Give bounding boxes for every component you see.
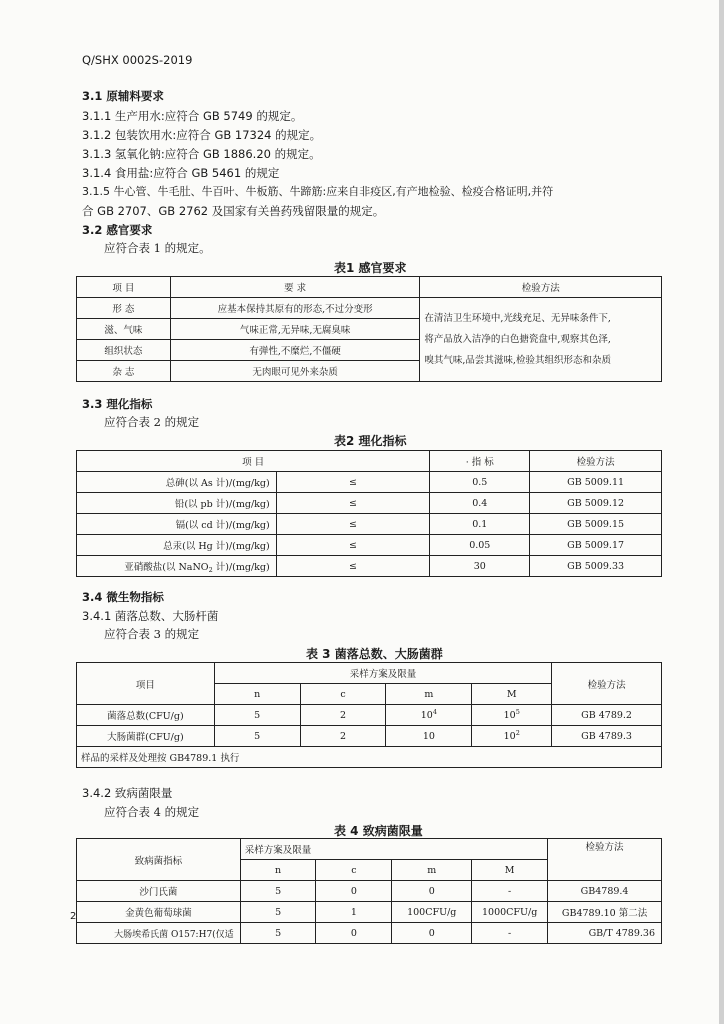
table-1-cell-item: 形 态 [77,298,171,319]
table-4-header-item: 致病菌指标 [77,839,241,881]
table-2-cell-symbol: ≤ [276,514,430,535]
table-3-header-method: 检验方法 [552,663,662,705]
method-line: 嗅其气味,品尝其滋味,检验其组织形态和杂质 [424,355,611,366]
page-number: 2 [70,911,77,922]
table-4-cell-c: 0 [316,881,392,902]
nitrite-subscript: 2 [208,566,213,574]
table-3-col-M: M [472,684,552,705]
table-1-cell-requirement: 有弹性,不糜烂,不僵硬 [170,340,420,361]
table-3-cell-n: 5 [214,705,300,726]
value-base: 10 [420,709,433,721]
scan-edge [719,0,724,1024]
table-4-cell-n: 5 [240,923,316,944]
table-1-cell-item: 组织状态 [77,340,171,361]
table-2-caption: 表2 理化指标 [334,434,407,448]
table-2-cell-value: 0.4 [430,493,530,514]
table-4-col-c: c [316,860,392,881]
table-3-cell-m [386,705,472,726]
table-3-cell-c: 2 [300,726,386,747]
section-3-4-2-intro: 应符合表 4 的规定 [104,805,200,819]
table-3-microbial [76,662,662,768]
section-3-2-intro: 应符合表 1 的规定。 [104,241,211,255]
table-3-header-plan: 采样方案及限量 [214,663,551,684]
table-1-cell-method [420,298,662,382]
table-3-col-m: m [386,684,472,705]
table-3-header-item: 项目 [77,663,215,705]
table-4-pathogens [76,838,662,944]
document-code: Q/SHX 0002S-2019 [82,53,193,67]
table-4-cell-method: GB4789.10 第二法 [548,902,662,923]
table-2-cell-value: 30 [430,556,530,577]
clause-3-1-1: 3.1.1 生产用水:应符合 GB 5749 的规定。 [82,109,303,123]
table-4-cell-c: 0 [316,923,392,944]
table-4-cell-m: 0 [392,881,472,902]
table-3-col-c: c [300,684,386,705]
value-exponent: 2 [515,728,520,737]
table-3-col-n: n [214,684,300,705]
table-4-col-n: n [240,860,316,881]
table-2-cell-method: GB 5009.15 [530,514,662,535]
table-1-cell-requirement: 气味正常,无异味,无腐臭味 [170,319,420,340]
table-3-cell-m [386,726,472,747]
table-4-cell-M: - [472,881,548,902]
clause-3-1-3: 3.1.3 氢氧化钠:应符合 GB 1886.20 的规定。 [82,147,321,161]
table-4-header-plan: 采样方案及限量 [240,839,547,860]
table-4-cell-m: 0 [392,923,472,944]
table-4-cell-n: 5 [240,902,316,923]
table-2-cell-symbol: ≤ [276,556,430,577]
table-1-header-method: 检验方法 [420,277,662,298]
table-4-cell-item: 金黄色葡萄球菌 [77,902,241,923]
table-3-cell-M [472,705,552,726]
table-2-cell-item [77,556,277,577]
table-3-cell-M [472,726,552,747]
table-3-cell-method: GB 4789.3 [552,726,662,747]
table-3-cell-method: GB 4789.2 [552,705,662,726]
table-3-cell-n: 5 [214,726,300,747]
section-3-3-title: 3.3 理化指标 [82,397,153,411]
table-1-header-item: 项 目 [77,277,171,298]
table-2-cell-method: GB 5009.17 [530,535,662,556]
table-2-cell-value: 0.5 [430,472,530,493]
section-3-4-1-intro: 应符合表 3 的规定 [104,627,200,641]
table-4-caption: 表 4 致病菌限量 [334,824,423,838]
clause-3-1-4: 3.1.4 食用盐:应符合 GB 5461 的规定 [82,166,280,180]
table-4-cell-method: GB4789.4 [548,881,662,902]
value-base: 10 [503,730,516,742]
table-2-cell-method: GB 5009.11 [530,472,662,493]
table-4-cell-n: 5 [240,881,316,902]
table-3-cell-item: 菌落总数(CFU/g) [77,705,215,726]
table-3-note: 样品的采样及处理按 GB4789.1 执行 [77,747,662,768]
table-2-physicochemical [76,450,662,577]
table-4-cell-method: GB/T 4789.36 [548,923,662,944]
table-2-cell-symbol: ≤ [276,535,430,556]
clause-3-1-5: 3.1.5 牛心管、牛毛肚、牛百叶、牛板筋、牛蹄筋:应来自非疫区,有产地检验、检疫合格证明,并符 [82,185,554,198]
table-2-cell-item: 铅(以 pb 计)/(mg/kg) [77,493,277,514]
table-2-mark: · [465,457,469,468]
clause-3-1-5-cont: 合 GB 2707、GB 2762 及国家有关兽药残留限量的规定。 [82,204,385,218]
table-4-cell-item: 沙门氏菌 [77,881,241,902]
table-1-cell-item: 杂 志 [77,361,171,382]
table-2-header-method: 检验方法 [530,451,662,472]
table-2-header-item: 项 目 [77,451,430,472]
table-1-cell-requirement: 应基本保持其原有的形态,不过分变形 [170,298,420,319]
table-1-caption: 表1 感官要求 [334,261,407,275]
nitrite-unit: 计)/(mg/kg) [212,562,270,573]
table-1-cell-item: 滋、气味 [77,319,171,340]
value-exponent: 5 [515,707,520,716]
table-4-cell-c: 1 [316,902,392,923]
table-4-cell-M: - [472,923,548,944]
section-3-4-2-title: 3.4.2 致病菌限量 [82,786,173,800]
table-1-sensory [76,276,662,382]
table-2-index-label: 指 标 [471,457,494,468]
section-3-4-title: 3.4 微生物指标 [82,590,164,604]
value-base: 10 [422,730,435,742]
table-4-col-M: M [472,860,548,881]
section-3-2-title: 3.2 感官要求 [82,223,153,237]
table-2-cell-method: GB 5009.12 [530,493,662,514]
table-2-cell-symbol: ≤ [276,472,430,493]
table-1-cell-requirement: 无肉眼可见外来杂质 [170,361,420,382]
table-3-cell-item: 大肠菌群(CFU/g) [77,726,215,747]
clause-3-1-2: 3.1.2 包装饮用水:应符合 GB 17324 的规定。 [82,128,322,142]
table-4-header-method: 检验方法 [548,839,662,881]
table-2-cell-method: GB 5009.33 [530,556,662,577]
table-2-cell-value: 0.1 [430,514,530,535]
table-3-cell-c: 2 [300,705,386,726]
table-1-header-requirement: 要 求 [170,277,420,298]
table-2-header-index [430,451,530,472]
method-line: 在清洁卫生环境中,光线充足、无异味条件下, [424,313,611,324]
table-4-col-m: m [392,860,472,881]
table-2-cell-item: 总砷(以 As 计)/(mg/kg) [77,472,277,493]
table-4-cell-M: 1000CFU/g [472,902,548,923]
section-3-3-intro: 应符合表 2 的规定 [104,415,200,429]
table-2-cell-item: 镉(以 cd 计)/(mg/kg) [77,514,277,535]
table-2-cell-symbol: ≤ [276,493,430,514]
table-2-cell-item: 总汞(以 Hg 计)/(mg/kg) [77,535,277,556]
table-2-cell-value: 0.05 [430,535,530,556]
section-3-4-1-title: 3.4.1 菌落总数、大肠杆菌 [82,609,219,623]
value-base: 10 [503,709,516,721]
nitrite-label: 亚硝酸盐(以 NaNO [124,562,209,573]
method-line: 将产品放入洁净的白色搪瓷盘中,观察其色泽, [424,334,611,345]
value-exponent: 4 [432,707,437,716]
table-4-cell-m: 100CFU/g [392,902,472,923]
table-3-caption: 表 3 菌落总数、大肠菌群 [306,647,443,661]
section-3-1-title: 3.1 原辅料要求 [82,89,164,103]
table-4-cell-item: 大肠埃希氏菌 O157:H7(仅适 [77,923,241,944]
